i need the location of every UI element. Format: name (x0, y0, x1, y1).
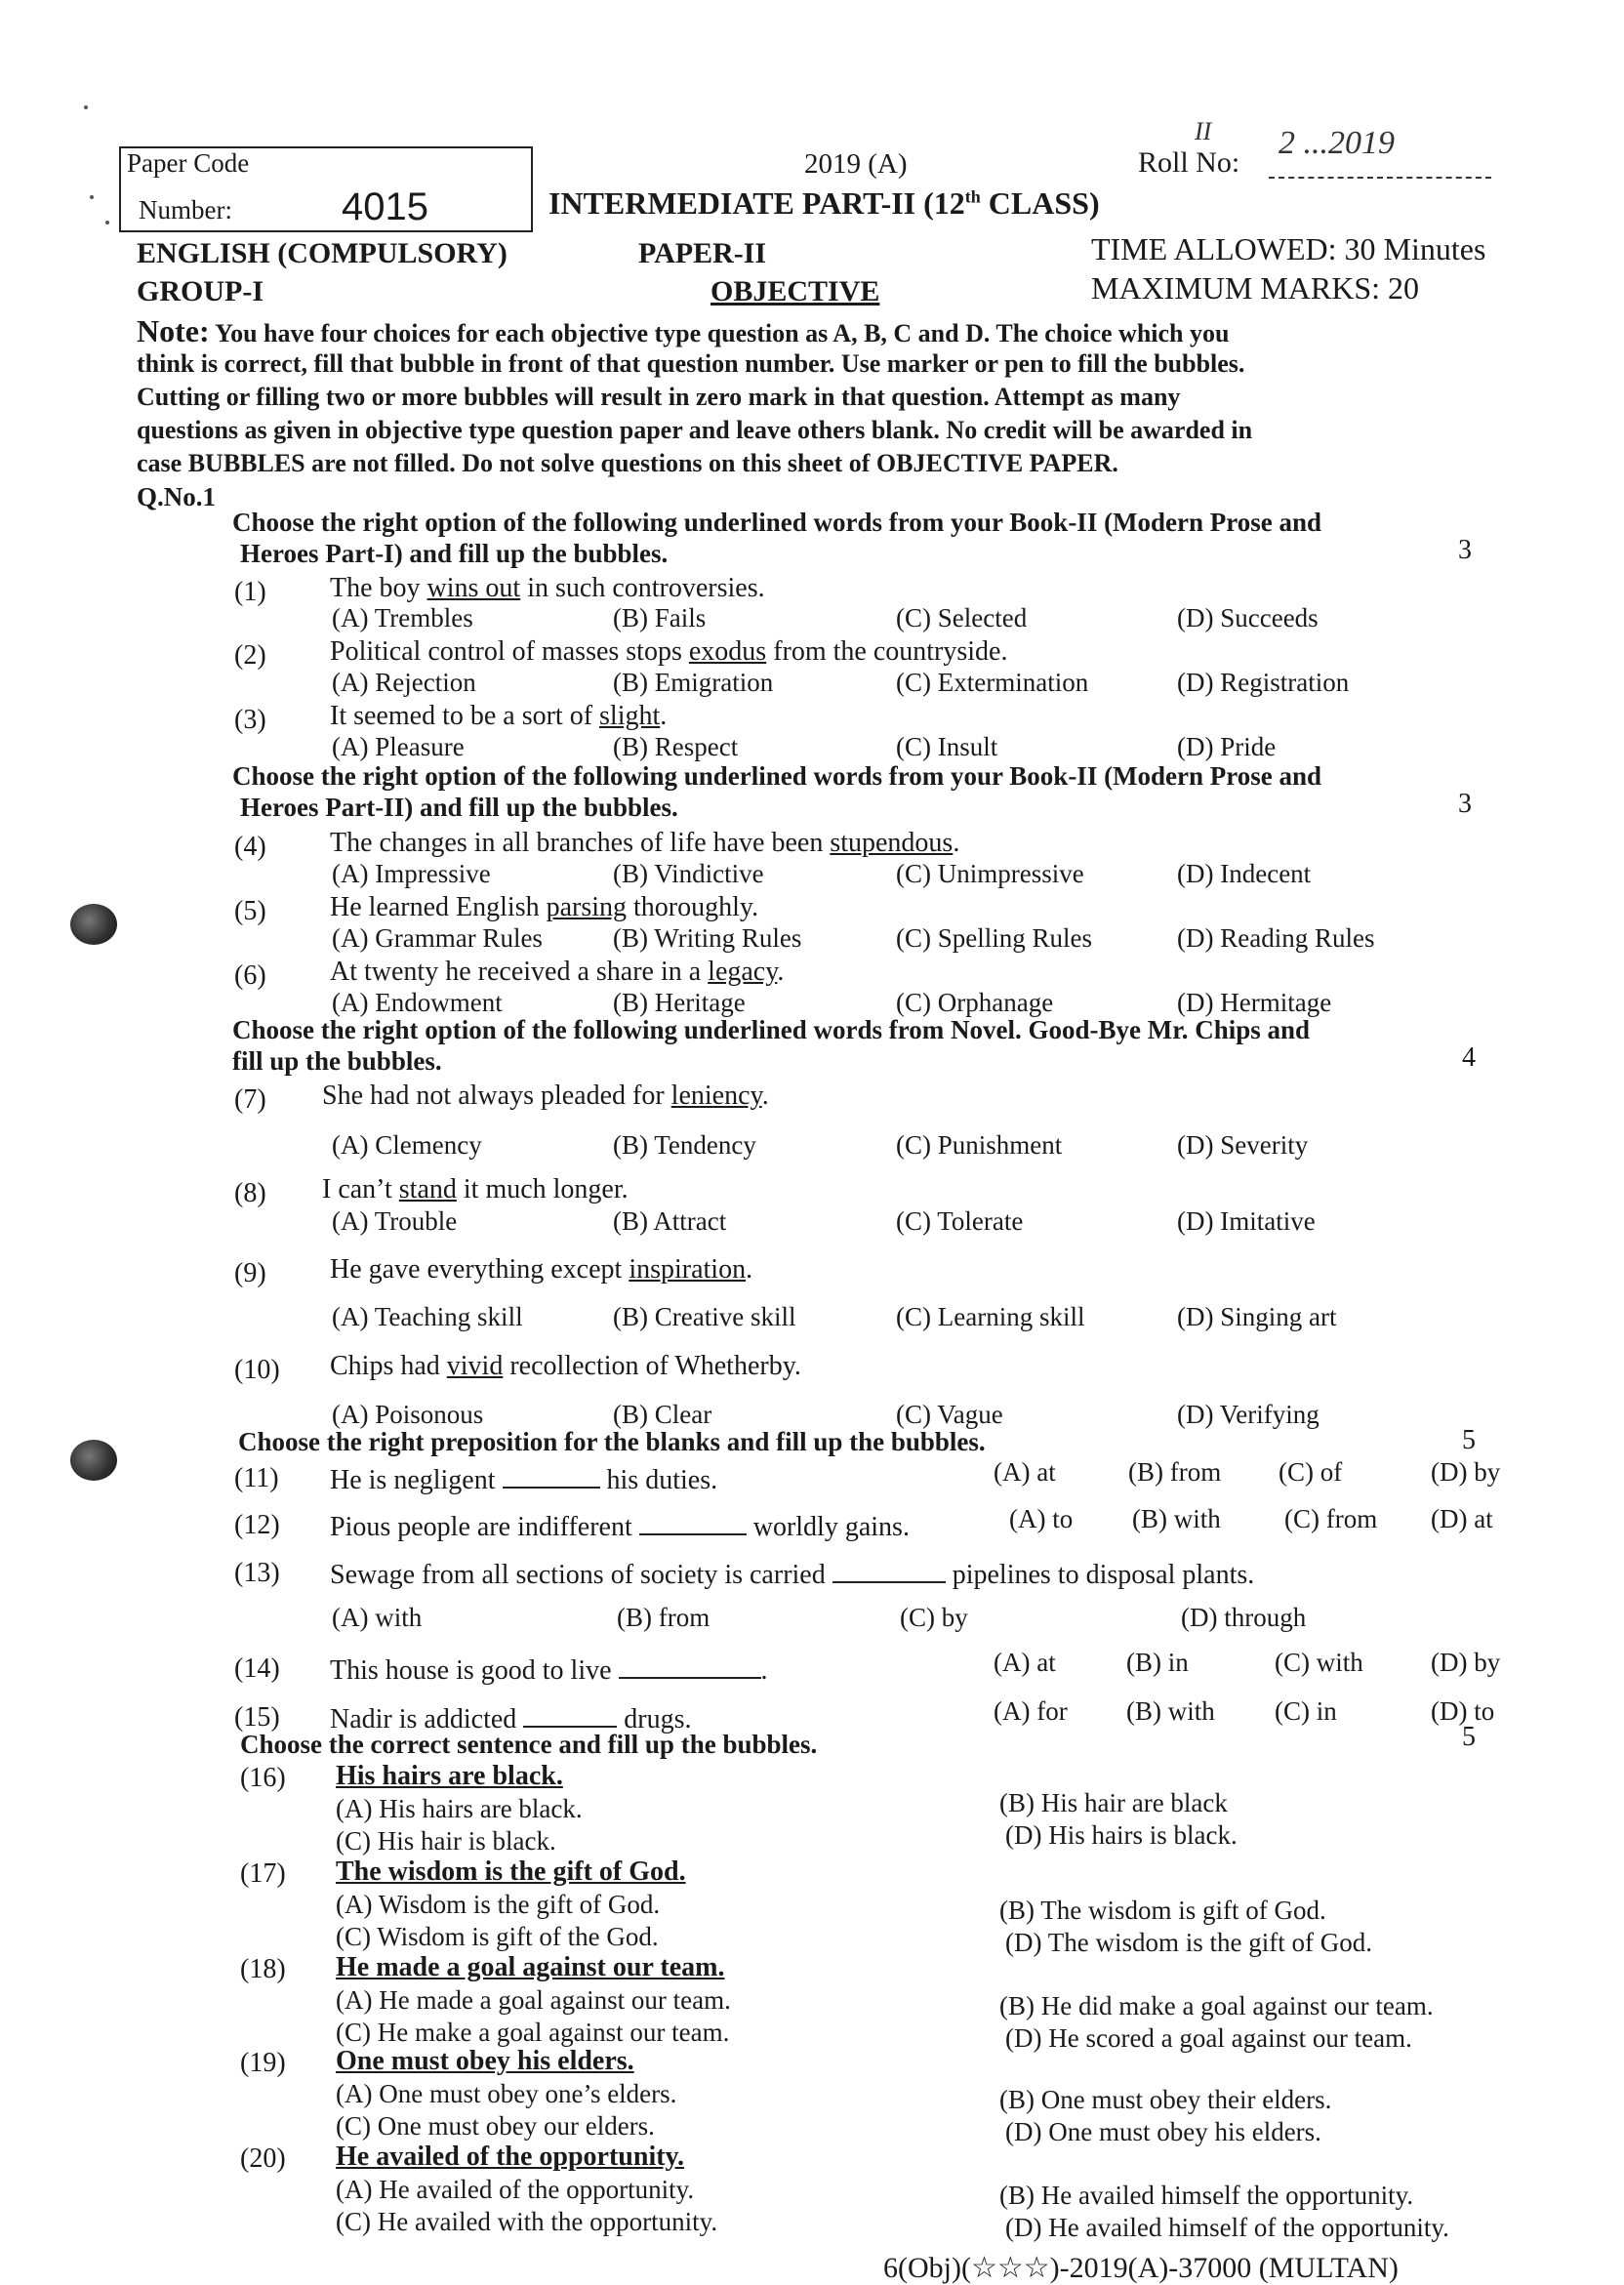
answer-option: (A) Wisdom is the gift of God. (336, 1890, 661, 1919)
stem-text: At twenty he received a share in a (330, 957, 709, 987)
question-number-label: (5) (234, 896, 266, 926)
answer-option: (C) Spelling Rules (896, 923, 1092, 953)
stem-text: . (761, 1081, 769, 1111)
question-stem (330, 828, 959, 859)
question-stem (330, 957, 784, 988)
answer-option: (B) in (1126, 1648, 1189, 1677)
answer-option: (C) Wisdom is gift of the God. (336, 1922, 659, 1951)
question-number-label: (16) (240, 1763, 286, 1793)
answer-option: (D) by (1431, 1648, 1501, 1677)
stem-text: She had not always pleaded for (322, 1081, 671, 1111)
answer-option: (D) His hairs is black. (1005, 1820, 1238, 1850)
answer-option: (B) Vindictive (613, 859, 764, 888)
answer-option: (A) His hairs are black. (336, 1794, 583, 1823)
stem-text: The boy (330, 573, 427, 603)
answer-option: (B) One must obey their elders. (999, 2085, 1332, 2114)
answer-option: (D) at (1431, 1504, 1493, 1533)
answer-option: (C) Extermination (896, 668, 1089, 697)
stem-text: it much longer. (456, 1174, 629, 1204)
fill-blank (619, 1650, 761, 1679)
stem-text: his duties. (599, 1465, 718, 1495)
answer-option: (C) Learning skill (896, 1302, 1085, 1331)
question-number-label: (1) (234, 577, 266, 607)
stem-text: pipelines to disposal plants. (945, 1560, 1255, 1590)
paper-number: PAPER-II (638, 237, 767, 269)
speck (105, 221, 109, 224)
answer-option: (C) Selected (896, 603, 1028, 632)
stem-text: drugs. (617, 1704, 692, 1734)
section-heading-cont: fill up the bubbles. (232, 1046, 442, 1076)
underlined-word: vivid (446, 1351, 504, 1381)
answer-option: (B) from (617, 1603, 710, 1632)
question-stem (330, 892, 758, 923)
underlined-word: leniency (670, 1081, 762, 1111)
question-stem (330, 1506, 910, 1543)
underlined-word: stupendous (830, 828, 954, 858)
answer-option: (D) He scored a goal against our team. (1005, 2023, 1412, 2053)
answer-option: (B) Clear (613, 1400, 712, 1429)
question-number-label: (3) (234, 705, 266, 735)
answer-option: (C) He make a goal against our team. (336, 2018, 730, 2047)
answer-option: (D) Imitative (1177, 1206, 1316, 1236)
answer-option: (A) Clemency (332, 1130, 482, 1160)
question-number-label: (19) (240, 2048, 286, 2078)
time-allowed: TIME ALLOWED: 30 Minutes (1091, 231, 1486, 266)
answer-option: (C) Vague (896, 1400, 1003, 1429)
question-number-label: (2) (234, 640, 266, 671)
question-stem (330, 1698, 692, 1735)
stem-text: . (760, 1655, 768, 1686)
answer-option: (D) Reading Rules (1177, 923, 1375, 953)
question-number-label: (18) (240, 1954, 286, 1984)
answer-option: (D) through (1181, 1603, 1307, 1632)
answer-option: (A) Rejection (332, 668, 476, 697)
question-stem (330, 1554, 1254, 1591)
paper-code-number: 4015 (342, 185, 428, 228)
question-number-label: (6) (234, 960, 266, 991)
answer-option: (A) Pleasure (332, 732, 465, 761)
question-stem: One must obey his elders. (336, 2046, 634, 2076)
underlined-word: exodus (688, 636, 767, 667)
answer-option: (C) of (1279, 1457, 1343, 1487)
answer-option: (C) Unimpressive (896, 859, 1084, 888)
subject: ENGLISH (COMPULSORY) (137, 237, 508, 269)
underlined-word: inspiration (629, 1254, 747, 1285)
roll-label: Roll No: (1138, 146, 1240, 179)
question-stem (330, 1254, 752, 1285)
stem-text: Sewage from all sections of society is carried (330, 1560, 832, 1590)
stem-text: . (777, 957, 785, 987)
question-number-label: (7) (234, 1084, 266, 1115)
answer-option: (C) in (1275, 1696, 1337, 1726)
answer-option: (A) One must obey one’s elders. (336, 2079, 677, 2108)
stem-text: He gave everything except (330, 1254, 629, 1285)
answer-option: (B) with (1126, 1696, 1215, 1726)
stem-text: The changes in all branches of life have been (330, 828, 831, 858)
answer-option: (B) Attract (613, 1206, 727, 1236)
question-stem: The wisdom is the gift of God. (336, 1857, 686, 1887)
answer-option: (A) Poisonous (332, 1400, 484, 1429)
answer-option: (B) Heritage (613, 988, 746, 1017)
answer-option: (B) Fails (613, 603, 707, 632)
stem-text: Nadir is addicted (330, 1704, 524, 1734)
punch-hole (70, 904, 117, 945)
answer-option: (B) with (1132, 1504, 1221, 1533)
question-stem (330, 701, 667, 732)
note-label: Note: (137, 313, 210, 348)
answer-option: (D) Indecent (1177, 859, 1312, 888)
answer-option: (C) One must obey our elders. (336, 2111, 655, 2141)
stem-text: worldly gains. (746, 1512, 910, 1542)
answer-option: (A) Endowment (332, 988, 503, 1017)
question-stem (330, 1650, 768, 1687)
answer-option: (B) Writing Rules (613, 923, 802, 953)
answer-option: (C) with (1275, 1648, 1363, 1677)
section-heading: Choose the correct sentence and fill up the bubbles. (240, 1730, 818, 1759)
note-line-1 (137, 314, 1229, 350)
answer-option: (B) Tendency (613, 1130, 756, 1160)
note-line-2: think is correct, fill that bubble in front of that question number. Use marker or pen to fill the bubbles. (137, 349, 1245, 378)
answer-option: (C) He availed with the opportunity. (336, 2207, 718, 2236)
answer-option: (B) Respect (613, 732, 739, 761)
question-number-label: (15) (234, 1702, 280, 1733)
fill-blank (832, 1554, 946, 1583)
roll-value: 2 ...2019 (1279, 125, 1395, 161)
answer-option: (B) He availed himself the opportunity. (999, 2181, 1414, 2210)
section-marks: 4 (1462, 1042, 1476, 1073)
fill-blank (503, 1459, 600, 1489)
question-stem: He made a goal against our team. (336, 1952, 725, 1982)
stem-text: recollection of Whetherby. (503, 1351, 801, 1381)
note-line-5: case BUBBLES are not filled. Do not solve questions on this sheet of OBJECTIVE PAPER. (137, 449, 1118, 477)
answer-option: (B) Creative skill (613, 1302, 796, 1331)
question-stem (322, 1081, 769, 1112)
stem-text: from the countryside. (766, 636, 1008, 667)
question-number-label: (12) (234, 1510, 280, 1540)
answer-option: (A) Grammar Rules (332, 923, 543, 953)
stem-text: I can’t (322, 1174, 399, 1204)
answer-option: (A) He made a goal against our team. (336, 1985, 731, 2015)
underlined-word: stand (398, 1174, 457, 1204)
answer-option: (C) Punishment (896, 1130, 1063, 1160)
question-number: Q.No.1 (137, 482, 216, 511)
answer-option: (A) at (994, 1648, 1056, 1677)
answer-option: (A) with (332, 1603, 423, 1632)
answer-option: (A) He availed of the opportunity. (336, 2175, 695, 2204)
stem-text: He is negligent (330, 1465, 503, 1495)
speck (84, 105, 88, 109)
note-line-4: questions as given in objective type question paper and leave others blank. No credit will be awarded in (137, 416, 1253, 444)
section-marks: 5 (1462, 1722, 1476, 1752)
section-heading-cont: Heroes Part-I) and fill up the bubbles. (240, 539, 669, 568)
maximum-marks: MAXIMUM MARKS: 20 (1091, 270, 1420, 306)
stem-text: . (953, 828, 960, 858)
section-heading-cont: Heroes Part-II) and fill up the bubbles. (240, 793, 678, 822)
question-number-label: (13) (234, 1558, 280, 1588)
stem-text: . (746, 1254, 753, 1285)
stem-text: He learned English (330, 892, 547, 922)
answer-option: (D) Hermitage (1177, 988, 1332, 1017)
question-stem (330, 1351, 801, 1382)
question-stem (330, 636, 1007, 668)
footer-code: 6(Obj)(☆☆☆)-2019(A)-37000 (MULTAN) (883, 2252, 1399, 2284)
answer-option: (B) His hair are black (999, 1788, 1228, 1817)
answer-option: (A) for (994, 1696, 1068, 1726)
question-number-label: (17) (240, 1858, 286, 1889)
roll-prefix: II (1195, 117, 1212, 145)
section-marks: 3 (1458, 535, 1472, 565)
stem-text: Political control of masses stops (330, 636, 689, 667)
answer-option: (D) One must obey his elders. (1005, 2117, 1321, 2146)
underlined-word: wins out (426, 573, 521, 603)
question-number-label: (4) (234, 832, 266, 862)
answer-option: (B) He did make a goal against our team. (999, 1991, 1434, 2020)
note-line-3: Cutting or filling two or more bubbles will result in zero mark in that question. Attempt as many (137, 383, 1181, 411)
stem-text: This house is good to live (330, 1655, 619, 1686)
stem-text: in such controversies. (520, 573, 765, 603)
question-number-label: (9) (234, 1258, 266, 1288)
section-heading: Choose the right option of the following underlined words from your Book-II (Modern Prose and (232, 761, 1322, 791)
group: GROUP-I (137, 275, 264, 307)
answer-option: (A) Trouble (332, 1206, 458, 1236)
answer-option: (D) Singing art (1177, 1302, 1337, 1331)
underlined-word: slight (599, 701, 661, 731)
paper-type: OBJECTIVE (710, 275, 880, 307)
answer-option: (B) Emigration (613, 668, 774, 697)
answer-option: (C) Tolerate (896, 1206, 1024, 1236)
answer-option: (D) He availed himself of the opportunity. (1005, 2213, 1449, 2242)
question-stem: He availed of the opportunity. (336, 2142, 685, 2172)
answer-option: (A) Teaching skill (332, 1302, 523, 1331)
answer-option: (C) from (1284, 1504, 1378, 1533)
speck (90, 195, 94, 199)
fill-blank (639, 1506, 747, 1535)
class-title: INTERMEDIATE PART-II (12th CLASS) (548, 185, 1100, 221)
answer-option: (B) from (1128, 1457, 1222, 1487)
underlined-word: legacy (708, 957, 778, 987)
section-marks: 5 (1462, 1425, 1476, 1455)
answer-option: (D) Succeeds (1177, 603, 1319, 632)
stem-text: . (660, 701, 668, 731)
number-label: Number: (139, 195, 232, 224)
question-stem (330, 1459, 717, 1496)
note-text: You have four choices for each objective type question as A, B, C and D. The choice which you (215, 319, 1230, 347)
punch-hole (70, 1440, 117, 1481)
answer-option: (C) Insult (896, 732, 998, 761)
answer-option: (D) by (1431, 1457, 1501, 1487)
section-heading: Choose the right option of the following underlined words from Novel. Good-Bye Mr. Chips and (232, 1015, 1311, 1044)
stem-text: thoroughly. (627, 892, 759, 922)
underlined-word: parsing (546, 892, 628, 922)
stem-text: Pious people are indifferent (330, 1512, 639, 1542)
answer-option: (D) Severity (1177, 1130, 1309, 1160)
question-number-label: (11) (234, 1463, 279, 1493)
question-number-label: (14) (234, 1653, 280, 1684)
answer-option: (D) to (1431, 1696, 1495, 1726)
answer-option: (C) Orphanage (896, 988, 1054, 1017)
stem-text: Chips had (330, 1351, 447, 1381)
answer-option: (A) Impressive (332, 859, 491, 888)
roll-underline (1269, 177, 1491, 179)
question-stem (322, 1174, 629, 1205)
answer-option: (A) Trembles (332, 603, 473, 632)
answer-option: (C) His hair is black. (336, 1826, 556, 1856)
question-stem (330, 573, 765, 604)
answer-option: (A) to (1009, 1504, 1074, 1533)
paper-code-label: Paper Code (127, 148, 250, 178)
answer-option: (D) Verifying (1177, 1400, 1320, 1429)
answer-option: (D) Pride (1177, 732, 1277, 761)
section-marks: 3 (1458, 789, 1472, 819)
question-number-label: (8) (234, 1178, 266, 1208)
question-number-label: (10) (234, 1355, 280, 1385)
section-heading: Choose the right option of the following underlined words from your Book-II (Modern Prose and (232, 508, 1322, 537)
year: 2019 (A) (804, 148, 908, 180)
answer-option: (B) The wisdom is gift of God. (999, 1896, 1326, 1925)
fill-blank (523, 1698, 617, 1728)
question-number-label: (20) (240, 2143, 286, 2174)
answer-option: (D) The wisdom is the gift of God. (1005, 1928, 1372, 1957)
question-stem: His hairs are black. (336, 1761, 563, 1791)
section-heading: Choose the right preposition for the blanks and fill up the bubbles. (238, 1427, 986, 1456)
answer-option: (D) Registration (1177, 668, 1350, 697)
answer-option: (C) by (900, 1603, 968, 1632)
stem-text: It seemed to be a sort of (330, 701, 600, 731)
answer-option: (A) at (994, 1457, 1056, 1487)
